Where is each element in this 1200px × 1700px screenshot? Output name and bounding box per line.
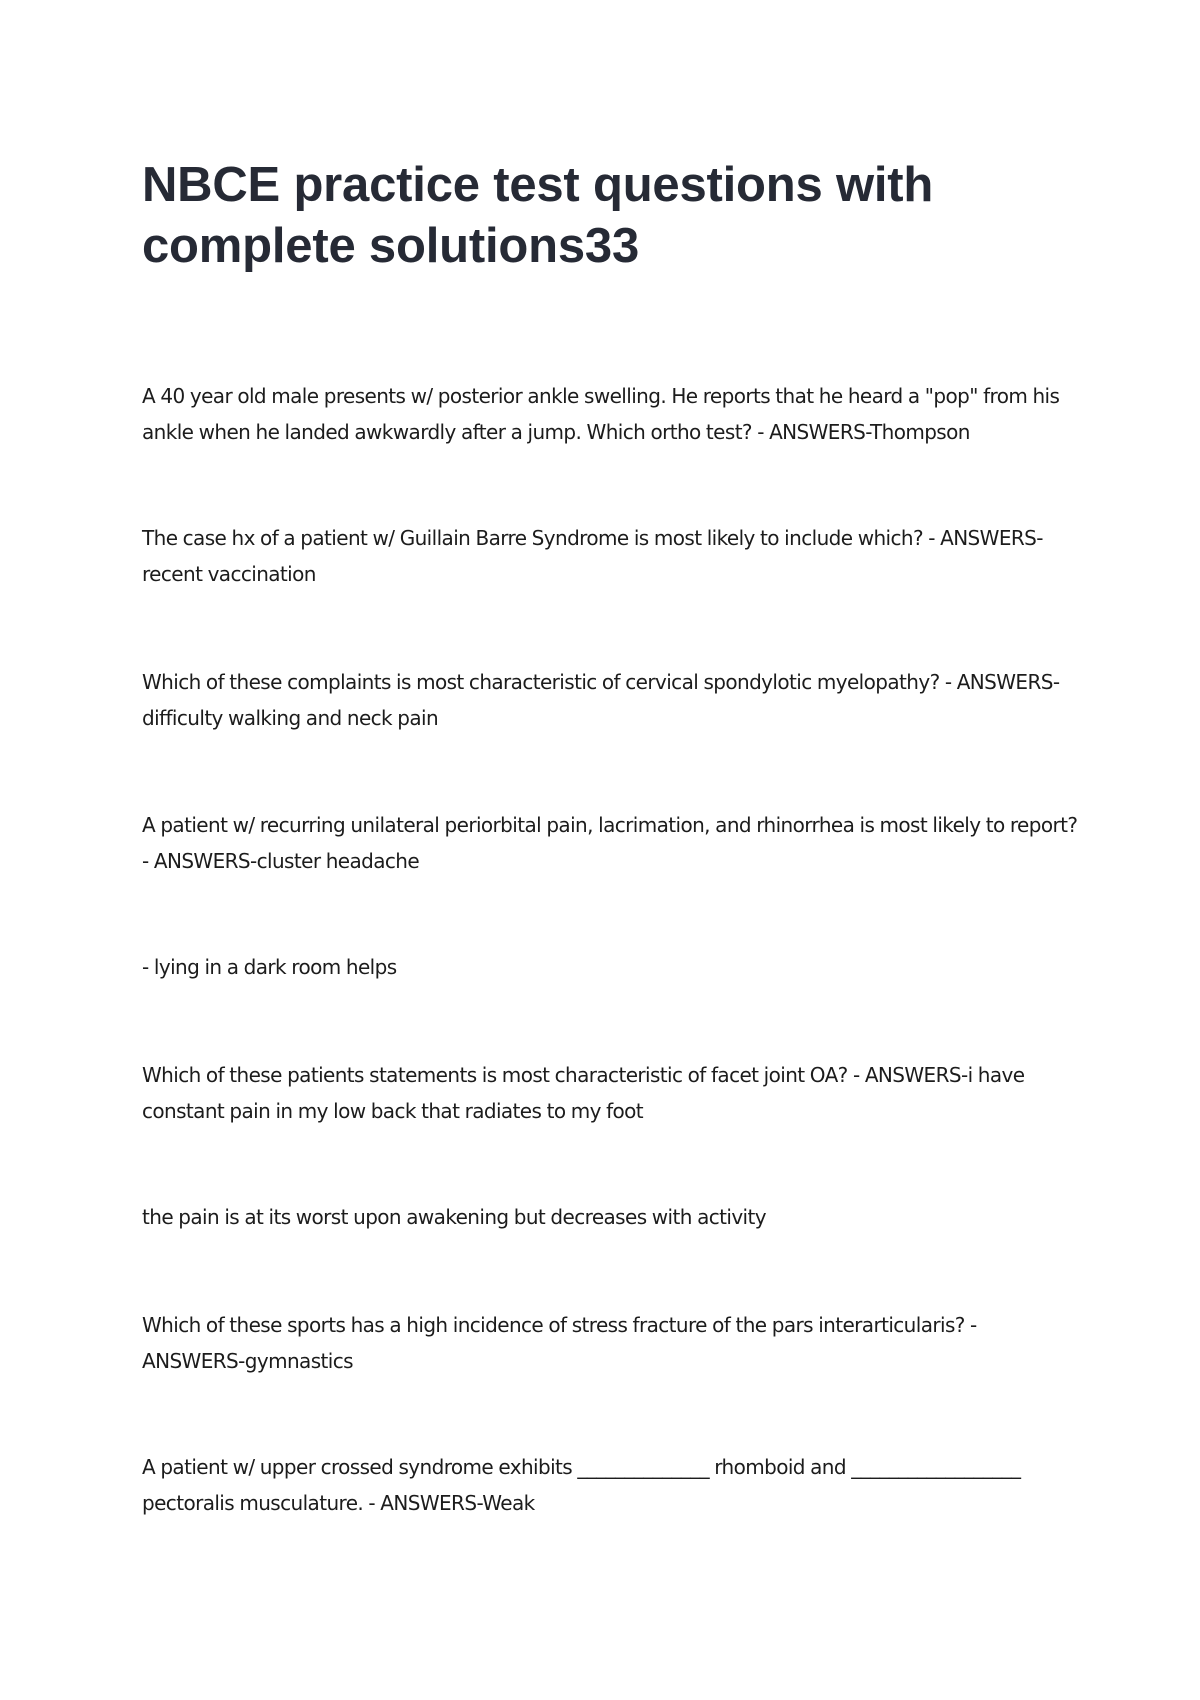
- qa-paragraph-7: the pain is at its worst upon awakening but decreases with activity: [142, 1205, 766, 1229]
- qa-paragraph-4: A patient w/ recurring unilateral periorbital pain, lacrimation, and rhinorrhea is most likely to report? - ANSWERS-cluster headache: [142, 813, 1078, 873]
- qa-paragraph-3: Which of these complaints is most characteristic of cervical spondylotic myelopathy? - ANSWERS-difficulty walking and neck pain: [142, 670, 1060, 730]
- qa-paragraph-5: - lying in a dark room helps: [142, 955, 397, 979]
- qa-paragraph-6: Which of these patients statements is most characteristic of facet joint OA? - ANSWERS-i have constant pain in my low back that radiates to my foot: [142, 1063, 1025, 1123]
- qa-paragraph-8: Which of these sports has a high incidence of stress fracture of the pars interarticularis? - ANSWERS-gymnastics: [142, 1313, 977, 1373]
- qa-paragraph-2: The case hx of a patient w/ Guillain Barre Syndrome is most likely to include which? - ANSWERS-recent vaccination: [142, 526, 1043, 586]
- document-title: NBCE practice test questions with complete solutions33: [142, 158, 934, 273]
- qa-paragraph-9: A patient w/ upper crossed syndrome exhibits ______________ rhomboid and __________________ pectoralis musculature. - ANSWERS-Weak: [142, 1455, 1021, 1515]
- qa-paragraph-1: A 40 year old male presents w/ posterior ankle swelling. He reports that he heard a "pop" from his ankle when he landed awkwardly after a jump. Which ortho test? - ANSWERS-Thompson: [142, 384, 1060, 444]
